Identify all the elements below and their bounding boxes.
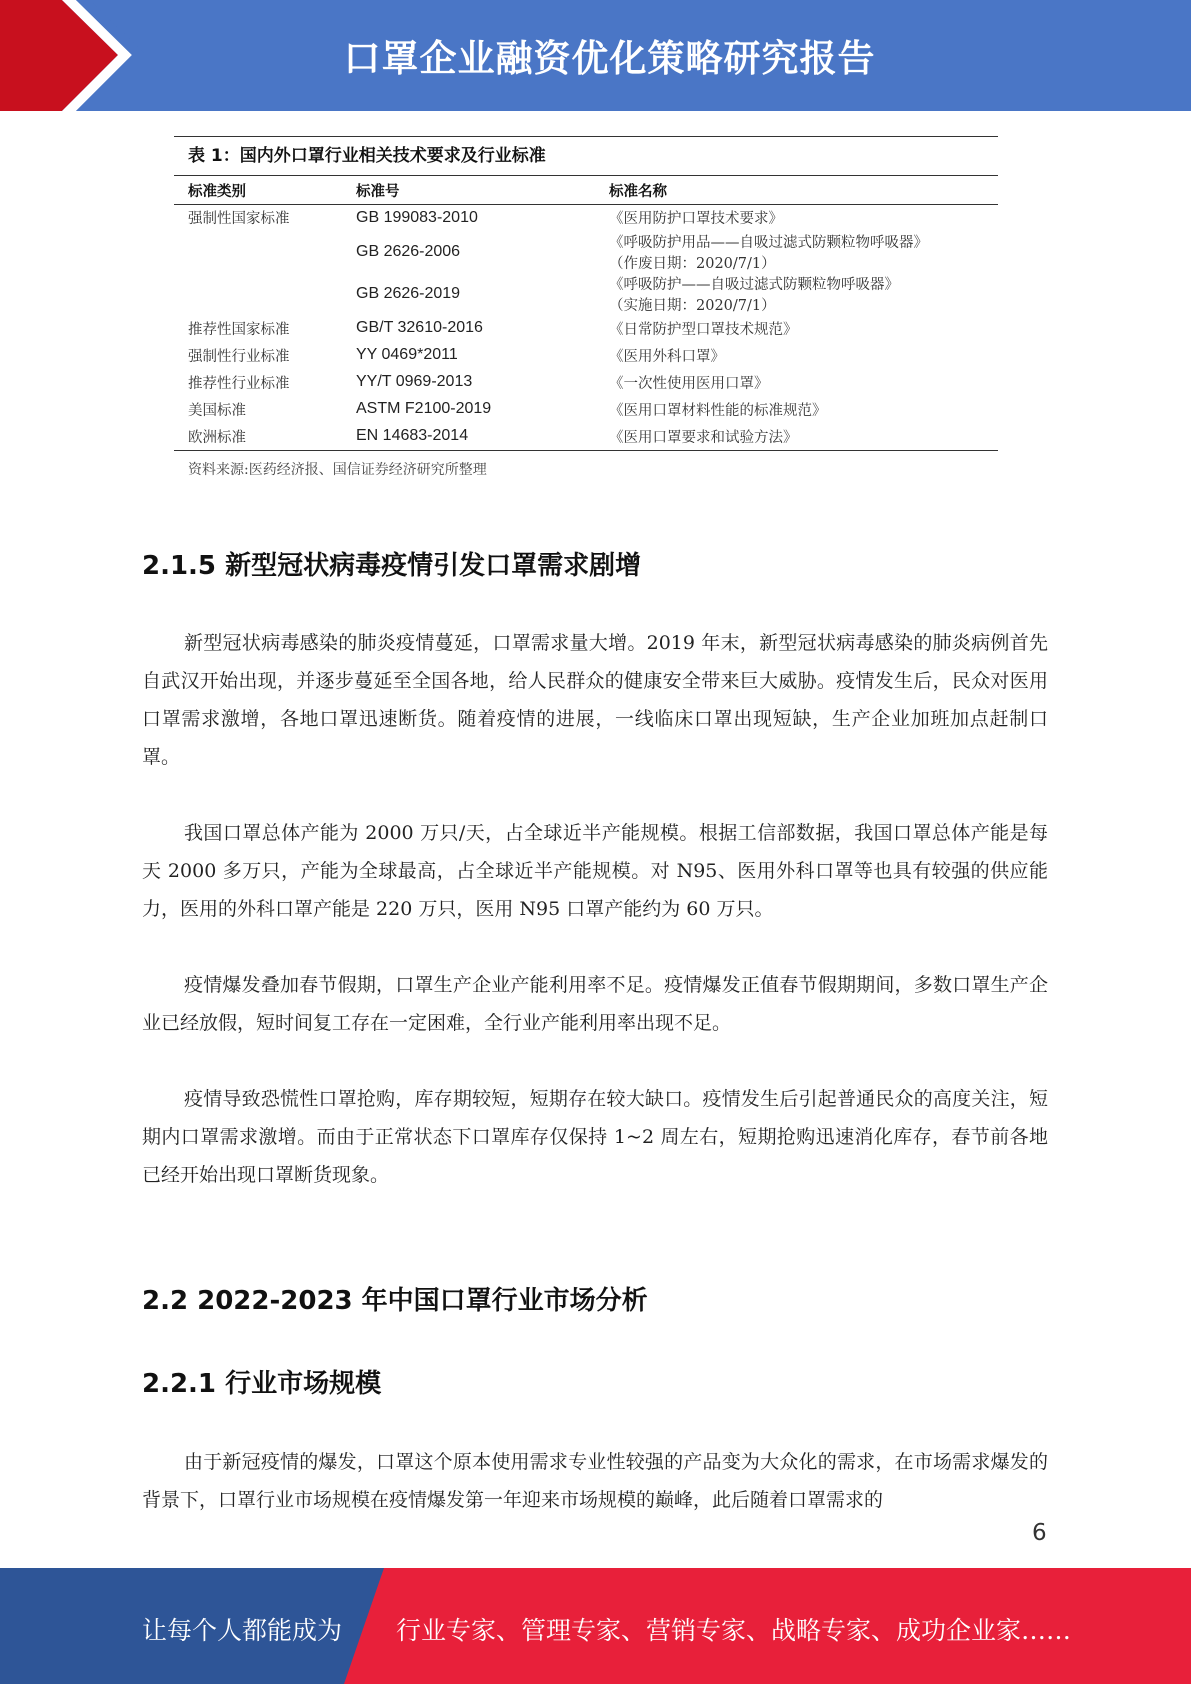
- page-header: [0, 0, 1191, 111]
- body-paragraph: 新型冠状病毒感染的肺炎疫情蔓延，口罩需求量大增。2019 年末，新型冠状病毒感染的肺炎病例首先自武汉开始出现，并逐步蔓延至全国各地，给人民群众的健康安全带来巨大威胁。疫情发生后，民众对医用口罩需求激增，各地口罩迅速断货。随着疫情的进展，一线临床口罩出现短缺，生产企业加班加点赶制口罩。: [142, 632, 1048, 768]
- cell-code: GB 199083-2010: [356, 208, 478, 226]
- cell-category: 推荐性行业标准: [188, 375, 290, 392]
- report-title: 口罩企业融资优化策略研究报告: [343, 37, 876, 80]
- cell-name: 《一次性使用医用口罩》: [609, 375, 769, 392]
- table-row: [174, 231, 998, 273]
- table-row: [174, 342, 998, 369]
- cell-name: [609, 273, 998, 315]
- cell-name: 《日常防护型口罩技术规范》: [609, 321, 798, 338]
- cell-code: GB 2626-2006: [356, 242, 461, 260]
- cell-code: GB 2626-2019: [356, 284, 461, 302]
- section-heading-2-1-5: 2.1.5 新型冠状病毒疫情引发口罩需求剧增: [142, 551, 642, 581]
- body-paragraph: 疫情导致恐慌性口罩抢购，库存期较短，短期存在较大缺口。疫情发生后引起普通民众的高度关注，短期内口罩需求激增。而由于正常状态下口罩库存仅保持 1~2 周左右，短期抢购迅速消化库存，春节前各地已经开始出现口罩断货现象。: [142, 1088, 1048, 1186]
- standards-table: [174, 176, 998, 450]
- cell-category: 美国标准: [188, 402, 246, 419]
- table-header-row: [174, 176, 998, 205]
- cell-category: 欧洲标准: [188, 429, 246, 446]
- cell-code: GB/T 32610-2016: [356, 319, 483, 336]
- cell-category: 推荐性国家标准: [188, 321, 290, 338]
- standards-table-figure: [174, 136, 998, 479]
- table-bottom-rule: [174, 450, 998, 451]
- cell-category: [174, 231, 356, 273]
- cell-category: 强制性国家标准: [188, 211, 290, 228]
- table-row: [174, 396, 998, 423]
- cell-name: 《医用口罩材料性能的标准规范》: [609, 402, 827, 419]
- page-number: 6: [1032, 1520, 1047, 1546]
- table-row: [174, 205, 998, 231]
- cell-name: 《医用外科口罩》: [609, 348, 725, 365]
- header-category: 标准类别: [174, 176, 356, 205]
- header-code: 标准号: [356, 176, 609, 205]
- table-caption: 表 1：国内外口罩行业相关技术要求及行业标准: [174, 137, 998, 176]
- cell-name-line: （实施日期：2020/7/1）: [609, 297, 776, 314]
- cell-code: EN 14683-2014: [356, 427, 469, 444]
- cell-category: [174, 273, 356, 315]
- cell-code: YY/T 0969-2013: [356, 373, 473, 390]
- body-paragraph: 由于新冠疫情的爆发，口罩这个原本使用需求专业性较强的产品变为大众化的需求，在市场需求爆发的背景下，口罩行业市场规模在疫情爆发第一年迎来市场规模的巅峰，此后随着口罩需求的: [142, 1451, 1048, 1511]
- footer-slogan-left: 让每个人都能成为: [142, 1616, 343, 1645]
- footer-slogan-right: 行业专家、管理专家、营销专家、战略专家、成功企业家……: [396, 1616, 1072, 1645]
- header-name: 标准名称: [609, 176, 998, 205]
- page-footer: [0, 1568, 1191, 1684]
- section-heading-2-2: 2.2 2022-2023 年中国口罩行业市场分析: [142, 1286, 648, 1316]
- table-row: [174, 315, 998, 342]
- body-paragraph: 我国口罩总体产能为 2000 万只/天，占全球近半产能规模。根据工信部数据，我国口罩总体产能是每天 2000 多万只，产能为全球最高，占全球近半产能规模。对 N95、医用外科口罩等也具有较强的供应能力，医用的外科口罩产能是 220 万只，医用 N95 口罩产能约为 60 万只。: [142, 822, 1048, 920]
- section-heading-2-2-1: 2.2.1 行业市场规模: [142, 1369, 382, 1399]
- cell-name-line: （作废日期：2020/7/1）: [609, 255, 776, 272]
- cell-category: 强制性行业标准: [188, 348, 290, 365]
- table-row: [174, 369, 998, 396]
- table-row: [174, 423, 998, 450]
- table-row: [174, 273, 998, 315]
- cell-name-line: 《呼吸防护用品——自吸过滤式防颗粒物呼吸器》: [609, 234, 928, 251]
- cell-name: 《医用防护口罩技术要求》: [609, 211, 783, 228]
- body-paragraph: 疫情爆发叠加春节假期，口罩生产企业产能利用率不足。疫情爆发正值春节假期期间，多数口罩生产企业已经放假，短时间复工存在一定困难，全行业产能利用率出现不足。: [142, 974, 1048, 1034]
- cell-code: YY 0469*2011: [356, 346, 458, 363]
- table-source-note: 资料来源:医药经济报、国信证券经济研究所整理: [188, 461, 487, 478]
- cell-name: 《医用口罩要求和试验方法》: [609, 429, 798, 446]
- cell-name-line: 《呼吸防护——自吸过滤式防颗粒物呼吸器》: [609, 276, 899, 293]
- cell-code: ASTM F2100-2019: [356, 400, 492, 417]
- cell-name: [609, 231, 998, 273]
